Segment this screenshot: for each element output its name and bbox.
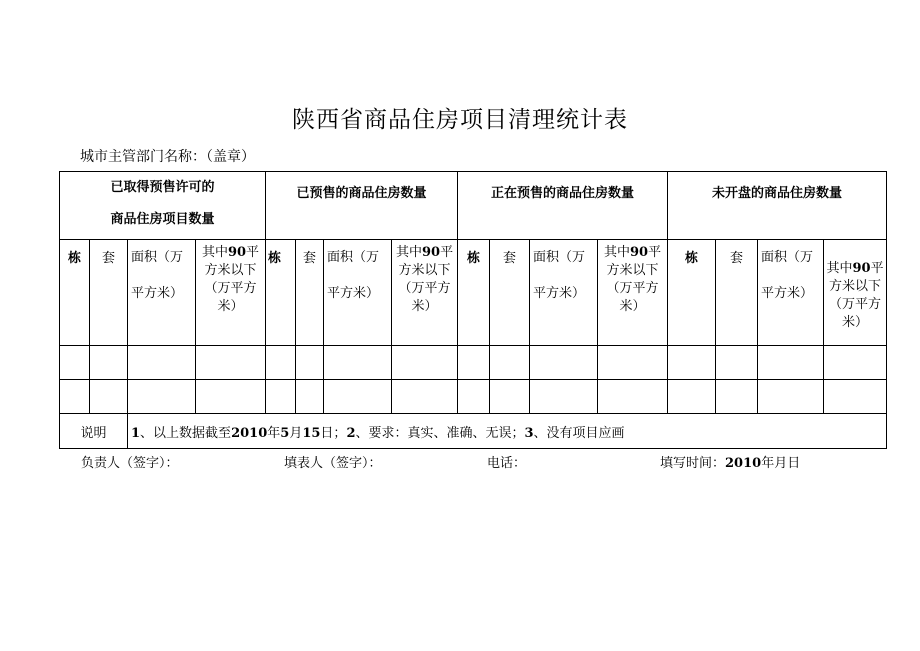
col-under90-a: 其中: [395, 245, 422, 260]
note-part-5: 、要求：真实、准确、无误；: [355, 425, 525, 441]
col-tao: 套: [296, 240, 324, 346]
col-tao: 套: [716, 240, 758, 346]
col-dong: 栋: [668, 240, 716, 346]
col-dong: 栋: [266, 240, 296, 346]
col-area: [758, 240, 824, 346]
note-year: 2010: [231, 425, 268, 441]
note-part-6: 、没有项目应画: [533, 425, 625, 441]
note-num-1: 1: [131, 425, 141, 441]
note-label: 说明: [60, 414, 128, 449]
note-part-3: 月: [289, 425, 303, 441]
filler-signature-label: 填表人（签字）：: [284, 456, 382, 471]
note-num-3: 3: [524, 425, 534, 441]
col-under90-num: 90: [852, 261, 871, 276]
group-header-approved: [60, 172, 266, 240]
col-area-line1: 面积（万: [131, 250, 184, 265]
note-month: 5: [280, 425, 290, 441]
page-title: 陕西省商品住房项目清理统计表: [292, 107, 628, 133]
col-area-line1: 面积（万: [761, 250, 814, 265]
fill-date-rest: 年月日: [761, 456, 801, 471]
group-header-approved-line1: 已取得预售许可的: [110, 180, 215, 195]
statistics-table: [59, 171, 887, 449]
note-part-1: 、以上数据截至: [140, 425, 232, 441]
col-under90-a: 其中: [201, 245, 228, 260]
fill-date-label: [660, 452, 800, 471]
col-tao: 套: [490, 240, 530, 346]
note-part-2: 年: [267, 425, 281, 441]
col-area-line1: 面积（万: [533, 250, 586, 265]
col-area: [128, 240, 196, 346]
sub-header-row: [60, 240, 887, 346]
col-under90-c: （万平方米）: [398, 281, 451, 314]
col-under90-a: 其中: [603, 245, 630, 260]
col-under90-c: （万平方米）: [204, 281, 257, 314]
table-row: [60, 380, 887, 414]
col-under90-num: 90: [227, 245, 247, 260]
responsible-signature-label: 负责人（签字）：: [81, 456, 179, 471]
col-under90-b: 平方米以下: [204, 245, 260, 278]
table-row: [60, 346, 887, 380]
group-header-approved-line2: 商品住房项目数量: [110, 212, 215, 227]
phone-label: 电话：: [487, 456, 527, 471]
note-day: 15: [302, 425, 321, 441]
col-dong: 栋: [458, 240, 490, 346]
col-under90-num: 90: [629, 245, 649, 260]
col-under90-c: （万平方米）: [829, 297, 882, 330]
department-name-label: 城市主管部门名称：（盖章）: [80, 149, 255, 165]
note-text: [128, 414, 887, 449]
col-tao: 套: [90, 240, 128, 346]
col-under90-a: 其中: [826, 261, 853, 276]
col-area-line2: 平方米）: [327, 286, 380, 301]
group-header-row: [60, 172, 887, 240]
group-header-on-sale: 正在预售的商品住房数量: [458, 172, 668, 240]
col-area: [530, 240, 598, 346]
col-dong: 栋: [60, 240, 90, 346]
note-num-2: 2: [346, 425, 356, 441]
group-header-unopened: 未开盘的商品住房数量: [668, 172, 887, 240]
note-part-4: 日；: [320, 425, 347, 441]
col-area-line1: 面积（万: [327, 250, 380, 265]
note-row: [60, 414, 887, 449]
col-under90-c: （万平方米）: [606, 281, 659, 314]
col-area-line2: 平方米）: [761, 286, 814, 301]
col-under90: [598, 240, 668, 346]
fill-date-year: 2010: [725, 456, 762, 471]
col-area: [324, 240, 392, 346]
col-under90: [392, 240, 458, 346]
fill-date-prefix: 填写时间：: [660, 456, 726, 471]
col-under90-num: 90: [421, 245, 441, 260]
col-under90: [824, 240, 887, 346]
col-area-line2: 平方米）: [533, 286, 586, 301]
col-under90-b: 平方米以下: [398, 245, 454, 278]
col-under90: [196, 240, 266, 346]
col-under90-b: 平方米以下: [829, 261, 884, 294]
group-header-presold: 已预售的商品住房数量: [266, 172, 458, 240]
col-under90-b: 平方米以下: [606, 245, 662, 278]
col-area-line2: 平方米）: [131, 286, 184, 301]
